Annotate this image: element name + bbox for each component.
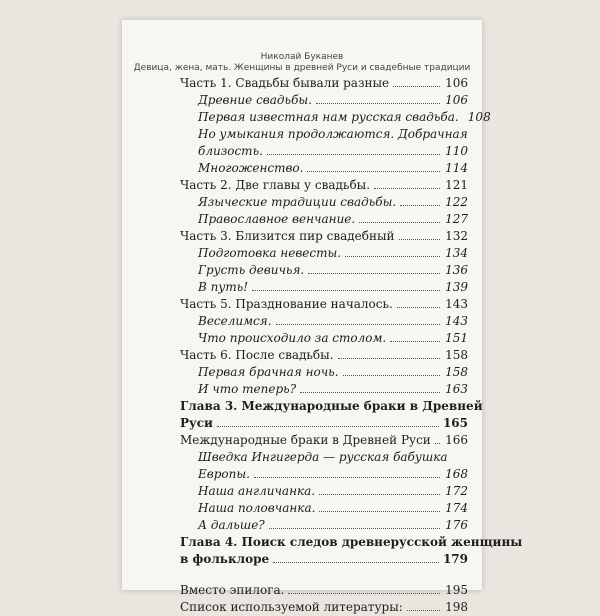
toc-page-number: 165 bbox=[442, 416, 468, 430]
toc-entry-title: А дальше? bbox=[198, 518, 265, 532]
toc-entry-line bbox=[180, 126, 468, 143]
dot-leader bbox=[316, 103, 440, 104]
toc-entry-line bbox=[180, 432, 468, 449]
toc-subentry bbox=[180, 381, 468, 398]
toc-page-number: 179 bbox=[442, 552, 468, 566]
toc-entry-title: Первая известная нам русская свадьба. bbox=[198, 110, 459, 124]
dot-leader bbox=[374, 188, 440, 189]
table-of-contents bbox=[180, 75, 523, 616]
dot-leader bbox=[307, 171, 440, 172]
toc-chapter-entry bbox=[180, 398, 483, 432]
toc-entry-line bbox=[180, 228, 468, 245]
dot-leader bbox=[300, 392, 440, 393]
toc-entry-title: В путь! bbox=[198, 280, 249, 294]
toc-entry-line bbox=[180, 398, 483, 415]
dot-leader bbox=[288, 593, 440, 594]
toc-subentry bbox=[180, 517, 468, 534]
toc-entry-title: Руси bbox=[180, 416, 213, 430]
dot-leader bbox=[407, 610, 440, 611]
toc-page-number: 166 bbox=[445, 433, 468, 447]
toc-entry-title: Часть 5. Празднование началось. bbox=[180, 297, 393, 311]
dot-leader bbox=[345, 256, 440, 257]
toc-entry-line bbox=[180, 330, 468, 347]
toc-page-number: 106 bbox=[445, 93, 468, 107]
toc-entry-title: Глава 4. Поиск следов древнерусской женщины bbox=[180, 535, 523, 549]
toc-entry-title: И что теперь? bbox=[198, 382, 297, 396]
toc-entry-title: Но умыкания продолжаются. Добрачная bbox=[198, 127, 468, 141]
toc-entry-title: Древние свадьбы. bbox=[198, 93, 312, 107]
toc-entry-title: в фольклоре bbox=[180, 552, 270, 566]
toc-page-number: 198 bbox=[445, 600, 468, 614]
toc-entry-line bbox=[180, 599, 468, 616]
toc-page-number: 163 bbox=[445, 382, 468, 396]
dot-leader bbox=[359, 222, 440, 223]
toc-part-entry bbox=[180, 347, 468, 364]
toc-subentry bbox=[180, 211, 468, 228]
toc-entry-title: Глава 3. Международные браки в Древней bbox=[180, 399, 483, 413]
toc-entry-title: Грусть девичья. bbox=[198, 263, 305, 277]
dot-leader bbox=[319, 511, 440, 512]
toc-entry-title: Веселимся. bbox=[198, 314, 272, 328]
header-author: Николай Буканев bbox=[260, 52, 344, 62]
toc-page-number: 121 bbox=[445, 178, 468, 192]
toc-page-number: 195 bbox=[445, 583, 468, 597]
toc-page-number: 168 bbox=[445, 467, 468, 481]
toc-entry-line bbox=[180, 313, 468, 330]
toc-page-number: 127 bbox=[445, 212, 468, 226]
toc-entry-title: Первая брачная ночь. bbox=[198, 365, 339, 379]
header-title: Девица, жена, мать. Женщины в древней Руси и свадебные традиции bbox=[133, 63, 471, 73]
toc-entry-title: Международные браки в Древней Руси bbox=[180, 433, 431, 447]
toc-page-number: 172 bbox=[445, 484, 468, 498]
toc-entry-title: Что происходило за столом. bbox=[198, 331, 387, 345]
toc-entry-title: Шведка Ингигерда — русская бабушка bbox=[198, 450, 448, 464]
dot-leader bbox=[399, 239, 440, 240]
dot-leader bbox=[390, 341, 440, 342]
toc-entry-line bbox=[180, 109, 491, 126]
toc-entry-line bbox=[180, 92, 468, 109]
dot-leader bbox=[400, 205, 440, 206]
toc-page-number: 122 bbox=[445, 195, 468, 209]
toc-entry-title: близость. bbox=[198, 144, 263, 158]
toc-subentry bbox=[180, 313, 468, 330]
toc-part-entry bbox=[180, 177, 468, 194]
dot-leader bbox=[319, 494, 440, 495]
toc-entry-line bbox=[180, 75, 468, 92]
toc-entry-title: Наша половчанка. bbox=[198, 501, 316, 515]
toc-subentry bbox=[180, 364, 468, 381]
toc-entry-line bbox=[180, 364, 468, 381]
dot-leader bbox=[435, 443, 440, 444]
toc-subentry bbox=[180, 483, 468, 500]
dot-leader bbox=[343, 375, 440, 376]
dot-leader bbox=[308, 273, 440, 274]
toc-entry-line bbox=[180, 262, 468, 279]
toc-entry-line bbox=[180, 582, 468, 599]
toc-subentry bbox=[180, 109, 491, 126]
toc-page-number: 136 bbox=[445, 263, 468, 277]
toc-subentry bbox=[180, 160, 468, 177]
toc-entry-title: Европы. bbox=[198, 467, 250, 481]
toc-page-number: 143 bbox=[445, 314, 468, 328]
toc-subentry bbox=[180, 194, 468, 211]
toc-subentry bbox=[180, 500, 468, 517]
toc-page-number: 174 bbox=[445, 501, 468, 515]
toc-entry-title: Часть 2. Две главы у свадьбы. bbox=[180, 178, 371, 192]
toc-page-number: 176 bbox=[445, 518, 468, 532]
toc-entry-line bbox=[180, 466, 468, 483]
toc-entry-line bbox=[180, 143, 468, 160]
toc-spacer bbox=[180, 568, 468, 582]
toc-entry-line bbox=[180, 517, 468, 534]
toc-entry-title: Наша англичанка. bbox=[198, 484, 316, 498]
toc-entry-title: Часть 3. Близится пир свадебный bbox=[180, 229, 395, 243]
toc-entry-title: Языческие традиции свадьбы. bbox=[198, 195, 397, 209]
toc-page-number: 143 bbox=[445, 297, 468, 311]
running-header bbox=[122, 52, 482, 74]
toc-entry-line bbox=[180, 279, 468, 296]
toc-entry-line bbox=[180, 449, 468, 466]
toc-subentry bbox=[180, 126, 468, 160]
toc-page-number: 158 bbox=[445, 365, 468, 379]
toc-page-number: 106 bbox=[445, 76, 468, 90]
toc-part-entry bbox=[180, 75, 468, 92]
toc-entry-title: Многоженство. bbox=[198, 161, 304, 175]
toc-part-entry bbox=[180, 582, 468, 599]
toc-page-number: 134 bbox=[445, 246, 468, 260]
toc-subentry bbox=[180, 92, 468, 109]
toc-page-number: 158 bbox=[445, 348, 468, 362]
toc-subentry bbox=[180, 330, 468, 347]
toc-entry-line bbox=[180, 381, 468, 398]
toc-entry-line bbox=[180, 500, 468, 517]
toc-entry-line bbox=[180, 160, 468, 177]
dot-leader bbox=[254, 477, 440, 478]
dot-leader bbox=[273, 562, 439, 563]
toc-entry-line bbox=[180, 177, 468, 194]
toc-subentry bbox=[180, 279, 468, 296]
toc-entry-line bbox=[180, 483, 468, 500]
dot-leader bbox=[276, 324, 440, 325]
dot-leader bbox=[267, 154, 440, 155]
toc-entry-line bbox=[180, 534, 523, 551]
toc-entry-line bbox=[180, 347, 468, 364]
toc-page-number: 132 bbox=[445, 229, 468, 243]
toc-entry-line bbox=[180, 551, 468, 568]
toc-page-number: 114 bbox=[445, 161, 468, 175]
dot-leader bbox=[252, 290, 440, 291]
toc-part-entry bbox=[180, 228, 468, 245]
toc-page-number: 108 bbox=[467, 110, 491, 124]
book-page bbox=[122, 20, 523, 614]
dot-leader bbox=[397, 307, 440, 308]
toc-entry-line bbox=[180, 245, 468, 262]
toc-chapter-entry bbox=[180, 534, 523, 568]
toc-page-number: 110 bbox=[445, 144, 468, 158]
toc-part-entry bbox=[180, 296, 468, 313]
toc-entry-title: Православное венчание. bbox=[198, 212, 356, 226]
toc-entry-title: Часть 1. Свадьбы бывали разные bbox=[180, 76, 390, 90]
toc-entry-line bbox=[180, 194, 468, 211]
dot-leader bbox=[338, 358, 441, 359]
toc-subentry bbox=[180, 449, 468, 483]
toc-subentry bbox=[180, 262, 468, 279]
toc-entry-title: Часть 6. После свадьбы. bbox=[180, 348, 334, 362]
toc-part-entry bbox=[180, 599, 468, 616]
toc-entry-line bbox=[180, 296, 468, 313]
toc-entry-title: Вместо эпилога. bbox=[180, 583, 285, 597]
toc-entry-title: Список используемой литературы: bbox=[180, 600, 403, 614]
toc-subentry bbox=[180, 245, 468, 262]
toc-page-number: 139 bbox=[445, 280, 468, 294]
toc-page-number: 151 bbox=[445, 331, 468, 345]
toc-part-entry bbox=[180, 432, 468, 449]
dot-leader bbox=[217, 426, 439, 427]
dot-leader bbox=[269, 528, 440, 529]
toc-entry-line bbox=[180, 211, 468, 228]
dot-leader bbox=[393, 86, 440, 87]
toc-entry-line bbox=[180, 415, 468, 432]
toc-entry-title: Подготовка невесты. bbox=[198, 246, 342, 260]
